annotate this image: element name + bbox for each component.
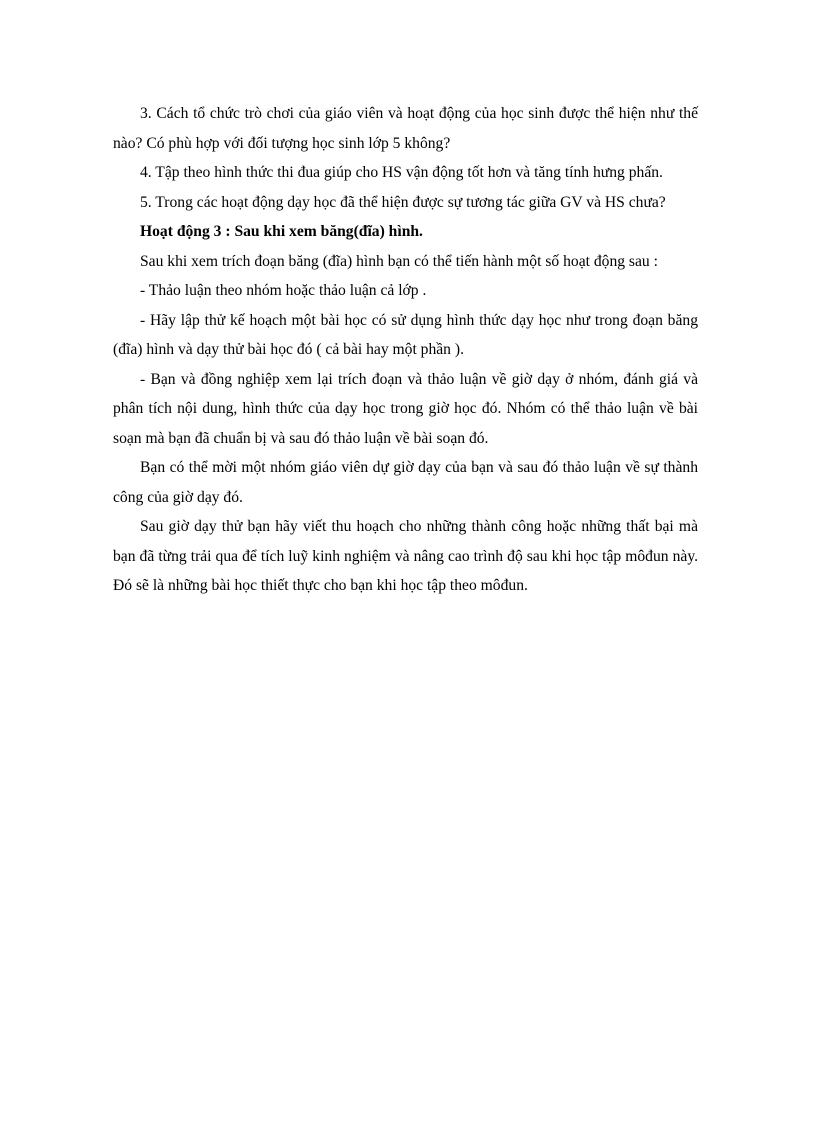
reflection-paragraph: Sau giờ dạy thử bạn hãy viết thu hoạch cho những thành công hoặc những thất bại mà bạn đã từng trải qua để tích luỹ kinh nghiệm và nâng cao trình độ sau khi học tập môđun này. Đó sẽ là những bài học thiết thực cho bạn khi học tập theo môđun. [113, 518, 698, 594]
activity-item-plan: - Hãy lập thử kế hoạch một bài học có sử dụng hình thức dạy học như trong đoạn băng (đĩa) hình và dạy thử bài học đó ( cả bài hay một phần ). [113, 311, 698, 358]
activity-item-discuss: - Thảo luận theo nhóm hoặc thảo luận cả lớp . [140, 282, 427, 299]
question-3: 3. Cách tổ chức trò chơi của giáo viên và hoạt động của học sinh được thể hiện như thế nào? Có phù hợp với đối tượng học sinh lớp 5 không? [113, 105, 698, 152]
activity-item-review: - Bạn và đồng nghiệp xem lại trích đoạn và thảo luận về giờ dạy ở nhóm, đánh giá và phân tích nội dung, hình thức của dạy học trong giờ học đó. Nhóm có thể thảo luận về bài soạn mà bạn đã chuẩn bị và sau đó thảo luận về bài soạn đó. [113, 370, 698, 447]
activity-3-heading: Hoạt động 3 : Sau khi xem băng(đĩa) hình. [140, 223, 423, 240]
document-body [113, 99, 698, 601]
invite-paragraph: Bạn có thể mời một nhóm giáo viên dự giờ dạy của bạn và sau đó thảo luận về sự thành công của giờ dạy đó. [113, 459, 698, 506]
question-5: 5. Trong các hoạt động dạy học đã thể hiện được sự tương tác giữa GV và HS chưa? [140, 193, 666, 211]
activity-intro: Sau khi xem trích đoạn băng (đĩa) hình bạn có thể tiến hành một số hoạt động sau : [140, 252, 658, 270]
question-4: 4. Tập theo hình thức thi đua giúp cho HS vận động tốt hơn và tăng tính hưng phấn. [140, 164, 663, 181]
